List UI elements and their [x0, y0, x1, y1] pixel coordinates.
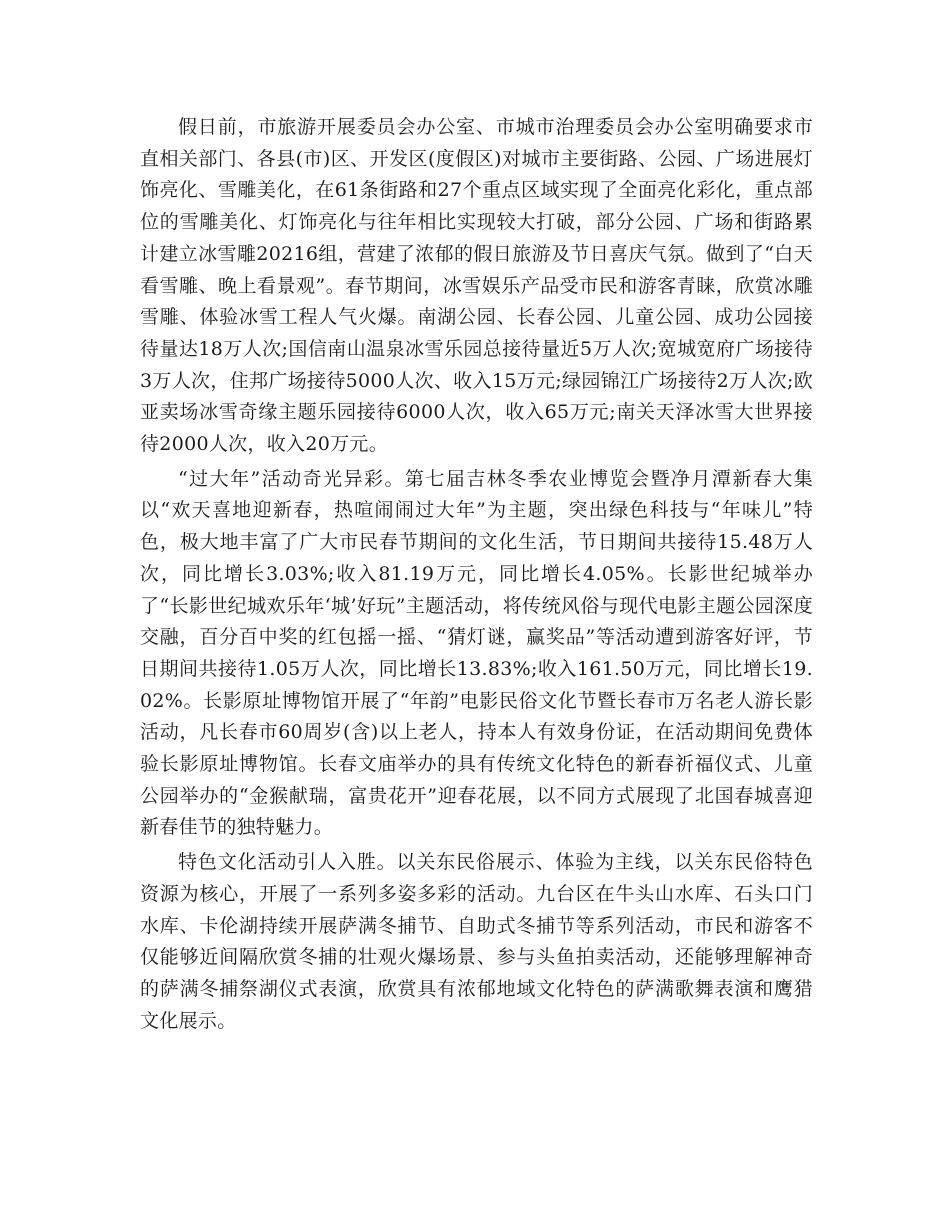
document-body — [140, 112, 813, 1040]
paragraph-holiday-decoration: 假日前，市旅游开展委员会办公室、市城市治理委员会办公室明确要求市直相关部门、各县(市)区、开发区(度假区)对城市主要街路、公园、广场进展灯饰亮化、雪雕美化，在61条街路和27个重点区域实现了全面亮化彩化，重点部位的雪雕美化、灯饰亮化与往年相比实现较大打破，部分公园、广场和街路累计建立冰雪雕20216组，营建了浓郁的假日旅游及节日喜庆气氛。做到了“白天看雪雕、晚上看景观”。春节期间，冰雪娱乐产品受市民和游客青睐，欣赏冰雕雪雕、体验冰雪工程人气火爆。南湖公园、长春公园、儿童公园、成功公园接待量达18万人次;国信南山温泉冰雪乐园总接待量近5万人次;宽城宽府广场接待3万人次，住邦广场接待5000人次、收入15万元;绿园锦江广场接待2万人次;欧亚卖场冰雪奇缘主题乐园接待6000人次，收入65万元;南关天泽冰雪大世界接待2000人次，收入20万元。 — [140, 116, 813, 456]
paragraph-folk-culture-activities: 特色文化活动引人入胜。以关东民俗展示、体验为主线，以关东民俗特色资源为核心，开展了一系列多姿多彩的活动。九台区在牛头山水库、石头口门水库、卡伦湖持续开展萨满冬捕节、自助式冬捕节等系列活动，市民和游客不仅能够近间隔欣赏冬捕的壮观火爆场景、参与头鱼拍卖活动，还能够理解神奇的萨满冬捕祭湖仪式表演，欣赏具有浓郁地域文化特色的萨满歌舞表演和鹰猎文化展示。 — [140, 851, 813, 1032]
paragraph-new-year-activities: “过大年”活动奇光异彩。第七届吉林冬季农业博览会暨净月潭新春大集以“欢天喜地迎新春，热喧闹闹过大年”为主题，突出绿色科技与“年味儿”特色，极大地丰富了广大市民春节期间的文化生活，节日期间共接待15.48万人次，同比增长3.03%;收入81.19万元，同比增长4.05%。长影世纪城举办了“长影世纪城欢乐年‘城’好玩”主题活动，将传统风俗与现代电影主题公园深度交融，百分百中奖的红包摇一摇、“猜灯谜，赢奖品”等活动遭到游客好评，节日期间共接待1.05万人次，同比增长13.83%;收入161.50万元，同比增长19.02%。长影原址博物馆开展了“年韵”电影民俗文化节暨长春市万名老人游长影活动，凡长春市60周岁(含)以上老人，持本人有效身份证，在活动期间免费体验长影原址博物馆。长春文庙举办的具有传统文化特色的新春祈福仪式、儿童公园举办的“金猴献瑞，富贵花开”迎春花展，以不同方式展现了北国春城喜迎新春佳节的独特魅力。 — [140, 467, 813, 839]
